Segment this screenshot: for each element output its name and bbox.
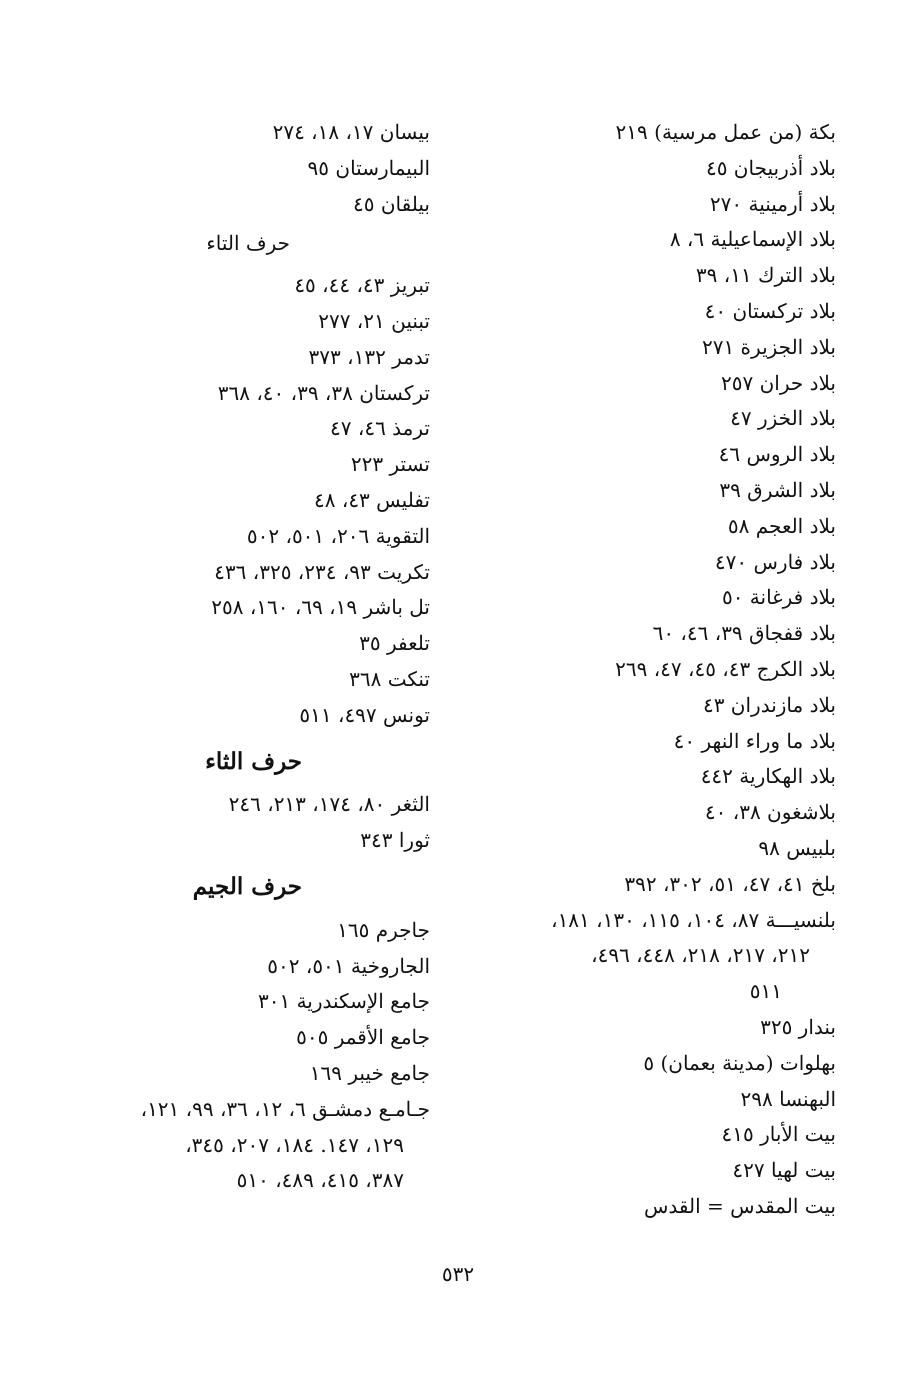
index-entry: جـامـع دمشـق ٦، ١٢، ٣٦، ٩٩، ١٢١، <box>140 1096 430 1121</box>
index-entry: ٣٨٧، ٤١٥، ٤٨٩، ٥١٠ <box>236 1168 404 1193</box>
index-entry: بلاشغون ٣٨، ٤٠ <box>704 800 836 825</box>
index-entry: بلاد فارس ٤٧٠ <box>714 549 836 574</box>
index-entry: بلاد أذربيجان ٤٥ <box>705 155 836 180</box>
index-entry: بيلقان ٤٥ <box>353 191 430 216</box>
index-entry: بلاد العجم ٥٨ <box>727 513 836 538</box>
index-entry: تدمر ١٣٢، ٣٧٣ <box>308 344 430 369</box>
index-entry: بيت المقدس = القدس <box>644 1193 836 1218</box>
section-heading: حرف التاء <box>206 231 290 256</box>
index-entry: بلاد الإسماعيلية ٦، ٨ <box>669 227 836 252</box>
index-entry: بلاد حران ٢٥٧ <box>721 370 836 395</box>
index-entry: بيسان ١٧، ١٨، ٢٧٤ <box>272 120 430 144</box>
index-entry: بلخ ٤١، ٤٧، ٥١، ٣٠٢، ٣٩٢ <box>624 871 836 896</box>
index-entry: بلاد الكرج ٤٣، ٤٥، ٤٧، ٢٦٩ <box>615 656 836 681</box>
index-entry: تونس ٤٩٧، ٥١١ <box>299 702 430 727</box>
index-entry: جاجرم ١٦٥ <box>337 917 430 942</box>
index-entry: التقوية ٢٠٦، ٥٠١، ٥٠٢ <box>246 523 430 548</box>
index-entry: بندار ٣٢٥ <box>760 1014 836 1039</box>
index-entry: بلاد ما وراء النهر ٤٠ <box>673 728 836 753</box>
index-entry: جامع الأقمر ٥٠٥ <box>296 1025 430 1050</box>
index-entry: ١٢٩، ١٤٧. ١٨٤، ٢٠٧، ٣٤٥، <box>185 1132 404 1157</box>
index-entry: بلاد الشرق ٣٩ <box>719 477 836 502</box>
index-entry: ثورا ٣٤٣ <box>360 828 430 853</box>
index-entry: بلاد الجزيرة ٢٧١ <box>701 334 836 359</box>
index-entry: بلاد قفجاق ٣٩، ٤٦، ٦٠ <box>652 621 836 646</box>
index-entry: بهلوات (مدينة بعمان) ٥ <box>643 1050 836 1075</box>
index-entry: تلعفر ٣٥ <box>359 631 430 656</box>
index-entry: جامع خيبر ١٦٩ <box>309 1060 430 1085</box>
index-entry: تفليس ٤٣، ٤٨ <box>314 487 430 512</box>
index-entry: بلاد الترك ١١، ٣٩ <box>695 263 836 288</box>
index-entry: بيت لهيا ٤٢٧ <box>732 1158 836 1183</box>
page-number: ٥٣٢ <box>441 1262 475 1286</box>
index-column-left <box>78 115 430 1199</box>
index-entry: بلاد الهكارية ٤٤٢ <box>700 764 836 789</box>
index-entry: تبريز ٤٣، ٤٤، ٤٥ <box>294 273 430 298</box>
index-entry: البيمارستان ٩٥ <box>307 155 430 180</box>
index-entry: جامع الإسكندرية ٣٠١ <box>257 989 430 1014</box>
index-entry: البهنسا ٢٩٨ <box>740 1086 836 1111</box>
index-entry: تل باشر ١٩، ٦٩، ١٦٠، ٢٥٨ <box>211 595 430 620</box>
index-entry: بلاد الخزر ٤٧ <box>730 406 836 431</box>
index-entry: تركستان ٣٨، ٣٩، ٤٠، ٣٦٨ <box>217 380 430 405</box>
index-entry: بلاد الروس ٤٦ <box>718 442 836 467</box>
index-entry: ٢١٢، ٢١٧، ٢١٨، ٤٤٨، ٤٩٦، <box>591 943 810 968</box>
section-heading: حرف الجيم <box>192 872 302 900</box>
index-entry: ٥١١ <box>749 979 782 1004</box>
index-entry: بلاد أرمينية ٢٧٠ <box>709 191 836 216</box>
index-entry: بلبيس ٩٨ <box>758 835 836 860</box>
index-entry: بلاد تركستان ٤٠ <box>704 298 836 323</box>
index-entry: ترمذ ٤٦، ٤٧ <box>330 416 430 441</box>
index-entry: بلاد مازندران ٤٣ <box>702 692 836 717</box>
index-entry: الجاروخية ٥٠١، ٥٠٢ <box>267 953 430 978</box>
index-entry: تنكت ٣٦٨ <box>349 666 430 691</box>
index-entry: بيت الأبار ٤١٥ <box>721 1122 836 1147</box>
index-entry: بلاد فرغانة ٥٠ <box>721 585 836 610</box>
index-column-right <box>464 115 836 1225</box>
index-entry: بلنسيـــة ٨٧، ١٠٤، ١١٥، ١٣٠، ١٨١، <box>551 907 836 932</box>
index-entry: تبنين ٢١، ٢٧٧ <box>318 308 430 333</box>
index-entry: تكريت ٩٣، ٢٣٤، ٣٢٥، ٤٣٦ <box>214 559 430 584</box>
index-entry: تستر ٢٢٣ <box>350 452 430 477</box>
section-heading: حرف الثاء <box>205 747 302 775</box>
index-entry: الثغر ٨٠، ١٧٤، ٢١٣، ٢٤٦ <box>228 792 430 817</box>
index-entry: بكة (من عمل مرسية) ٢١٩ <box>615 120 836 144</box>
